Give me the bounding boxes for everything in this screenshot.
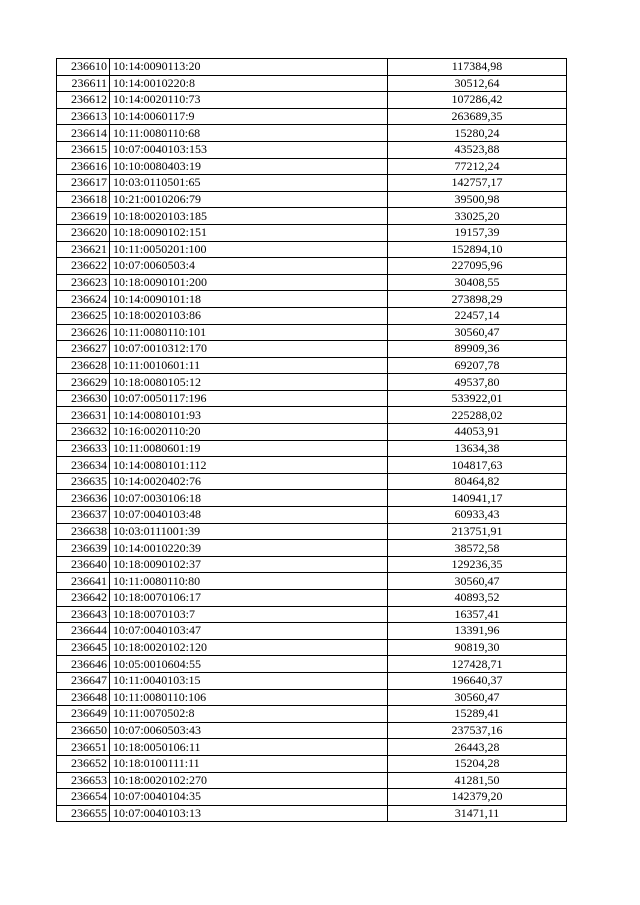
amount-cell: 15280,24 <box>388 125 567 142</box>
row-id-cell: 236639 <box>57 540 110 557</box>
cadastral-number-cell: 10:14:0020402:76 <box>110 473 388 490</box>
table-row <box>57 457 567 474</box>
row-id-cell: 236641 <box>57 573 110 590</box>
amount-cell: 127428,71 <box>388 656 567 673</box>
table-row <box>57 191 567 208</box>
cadastral-number-cell: 10:11:0080601:19 <box>110 440 388 457</box>
row-id-cell: 236631 <box>57 407 110 424</box>
row-id-cell: 236652 <box>57 755 110 772</box>
amount-cell: 142379,20 <box>388 789 567 806</box>
table-row <box>57 341 567 358</box>
amount-cell: 107286,42 <box>388 92 567 109</box>
row-id-cell: 236645 <box>57 639 110 656</box>
row-id-cell: 236636 <box>57 490 110 507</box>
row-id-cell: 236611 <box>57 75 110 92</box>
row-id-cell: 236635 <box>57 473 110 490</box>
amount-cell: 237537,16 <box>388 722 567 739</box>
cadastral-number-cell: 10:07:0040103:47 <box>110 623 388 640</box>
row-id-cell: 236620 <box>57 224 110 241</box>
amount-cell: 196640,37 <box>388 672 567 689</box>
cadastral-number-cell: 10:18:0090102:151 <box>110 224 388 241</box>
table-row <box>57 224 567 241</box>
cadastral-number-cell: 10:07:0060503:4 <box>110 258 388 275</box>
cadastral-number-cell: 10:18:0090102:37 <box>110 556 388 573</box>
row-id-cell: 236613 <box>57 108 110 125</box>
table-row <box>57 789 567 806</box>
row-id-cell: 236612 <box>57 92 110 109</box>
row-id-cell: 236651 <box>57 739 110 756</box>
table-row <box>57 125 567 142</box>
row-id-cell: 236618 <box>57 191 110 208</box>
amount-cell: 19157,39 <box>388 224 567 241</box>
amount-cell: 225288,02 <box>388 407 567 424</box>
cadastral-number-cell: 10:16:0020110:20 <box>110 424 388 441</box>
amount-cell: 40893,52 <box>388 590 567 607</box>
row-id-cell: 236617 <box>57 175 110 192</box>
row-id-cell: 236630 <box>57 390 110 407</box>
row-id-cell: 236615 <box>57 141 110 158</box>
table-row <box>57 540 567 557</box>
amount-cell: 104817,63 <box>388 457 567 474</box>
table-row <box>57 141 567 158</box>
row-id-cell: 236643 <box>57 606 110 623</box>
amount-cell: 30408,55 <box>388 274 567 291</box>
amount-cell: 13634,38 <box>388 440 567 457</box>
amount-cell: 30560,47 <box>388 324 567 341</box>
cadastral-number-cell: 10:11:0040103:15 <box>110 672 388 689</box>
row-id-cell: 236622 <box>57 258 110 275</box>
cadastral-number-cell: 10:14:0020110:73 <box>110 92 388 109</box>
row-id-cell: 236628 <box>57 357 110 374</box>
table-row <box>57 656 567 673</box>
row-id-cell: 236642 <box>57 590 110 607</box>
row-id-cell: 236655 <box>57 805 110 822</box>
table-row <box>57 639 567 656</box>
cadastral-number-cell: 10:18:0020103:86 <box>110 307 388 324</box>
amount-cell: 15289,41 <box>388 706 567 723</box>
table-row <box>57 258 567 275</box>
table-row <box>57 175 567 192</box>
cadastral-number-cell: 10:21:0010206:79 <box>110 191 388 208</box>
table-row <box>57 208 567 225</box>
table-row <box>57 590 567 607</box>
row-id-cell: 236650 <box>57 722 110 739</box>
row-id-cell: 236627 <box>57 341 110 358</box>
cadastral-number-cell: 10:18:0020102:120 <box>110 639 388 656</box>
cadastral-number-cell: 10:11:0080110:101 <box>110 324 388 341</box>
cadastral-number-cell: 10:07:0040103:153 <box>110 141 388 158</box>
row-id-cell: 236654 <box>57 789 110 806</box>
table-row <box>57 722 567 739</box>
row-id-cell: 236648 <box>57 689 110 706</box>
document-page <box>56 58 566 822</box>
cadastral-number-cell: 10:14:0060117:9 <box>110 108 388 125</box>
data-table <box>56 58 567 822</box>
amount-cell: 142757,17 <box>388 175 567 192</box>
table-row <box>57 805 567 822</box>
cadastral-number-cell: 10:14:0010220:8 <box>110 75 388 92</box>
amount-cell: 38572,58 <box>388 540 567 557</box>
row-id-cell: 236629 <box>57 374 110 391</box>
table-row <box>57 623 567 640</box>
cadastral-number-cell: 10:14:0080101:112 <box>110 457 388 474</box>
row-id-cell: 236626 <box>57 324 110 341</box>
row-id-cell: 236644 <box>57 623 110 640</box>
cadastral-number-cell: 10:14:0090101:18 <box>110 291 388 308</box>
amount-cell: 129236,35 <box>388 556 567 573</box>
cadastral-number-cell: 10:03:0111001:39 <box>110 523 388 540</box>
cadastral-number-cell: 10:10:0080403:19 <box>110 158 388 175</box>
table-row <box>57 556 567 573</box>
amount-cell: 117384,98 <box>388 59 567 76</box>
cadastral-number-cell: 10:14:0090113:20 <box>110 59 388 76</box>
row-id-cell: 236610 <box>57 59 110 76</box>
table-row <box>57 291 567 308</box>
table-row <box>57 108 567 125</box>
table-row <box>57 158 567 175</box>
table-row <box>57 473 567 490</box>
table-row <box>57 706 567 723</box>
cadastral-number-cell: 10:11:0080110:106 <box>110 689 388 706</box>
cadastral-number-cell: 10:14:0080101:93 <box>110 407 388 424</box>
amount-cell: 140941,17 <box>388 490 567 507</box>
table-row <box>57 573 567 590</box>
amount-cell: 80464,82 <box>388 473 567 490</box>
table-row <box>57 390 567 407</box>
row-id-cell: 236646 <box>57 656 110 673</box>
table-row <box>57 374 567 391</box>
table-row <box>57 672 567 689</box>
amount-cell: 89909,36 <box>388 341 567 358</box>
row-id-cell: 236653 <box>57 772 110 789</box>
table-row <box>57 772 567 789</box>
cadastral-number-cell: 10:18:0100111:11 <box>110 755 388 772</box>
cadastral-number-cell: 10:18:0080105:12 <box>110 374 388 391</box>
table-row <box>57 75 567 92</box>
row-id-cell: 236649 <box>57 706 110 723</box>
amount-cell: 49537,80 <box>388 374 567 391</box>
amount-cell: 69207,78 <box>388 357 567 374</box>
row-id-cell: 236640 <box>57 556 110 573</box>
cadastral-number-cell: 10:18:0020102:270 <box>110 772 388 789</box>
cadastral-number-cell: 10:07:0050117:196 <box>110 390 388 407</box>
cadastral-number-cell: 10:05:0010604:55 <box>110 656 388 673</box>
amount-cell: 44053,91 <box>388 424 567 441</box>
row-id-cell: 236632 <box>57 424 110 441</box>
cadastral-number-cell: 10:07:0040103:48 <box>110 507 388 524</box>
table-row <box>57 241 567 258</box>
amount-cell: 39500,98 <box>388 191 567 208</box>
amount-cell: 30560,47 <box>388 689 567 706</box>
amount-cell: 263689,35 <box>388 108 567 125</box>
amount-cell: 152894,10 <box>388 241 567 258</box>
cadastral-number-cell: 10:07:0030106:18 <box>110 490 388 507</box>
cadastral-number-cell: 10:18:0020103:185 <box>110 208 388 225</box>
amount-cell: 30512,64 <box>388 75 567 92</box>
amount-cell: 22457,14 <box>388 307 567 324</box>
amount-cell: 15204,28 <box>388 755 567 772</box>
table-row <box>57 357 567 374</box>
row-id-cell: 236614 <box>57 125 110 142</box>
table-row <box>57 92 567 109</box>
table-body <box>57 59 567 822</box>
cadastral-number-cell: 10:18:0070106:17 <box>110 590 388 607</box>
table-row <box>57 407 567 424</box>
cadastral-number-cell: 10:07:0060503:43 <box>110 722 388 739</box>
row-id-cell: 236647 <box>57 672 110 689</box>
row-id-cell: 236633 <box>57 440 110 457</box>
amount-cell: 16357,41 <box>388 606 567 623</box>
amount-cell: 533922,01 <box>388 390 567 407</box>
cadastral-number-cell: 10:11:0080110:68 <box>110 125 388 142</box>
table-row <box>57 424 567 441</box>
table-row <box>57 755 567 772</box>
amount-cell: 227095,96 <box>388 258 567 275</box>
row-id-cell: 236619 <box>57 208 110 225</box>
amount-cell: 77212,24 <box>388 158 567 175</box>
cadastral-number-cell: 10:07:0040103:13 <box>110 805 388 822</box>
table-row <box>57 307 567 324</box>
cadastral-number-cell: 10:18:0050106:11 <box>110 739 388 756</box>
cadastral-number-cell: 10:11:0010601:11 <box>110 357 388 374</box>
row-id-cell: 236616 <box>57 158 110 175</box>
amount-cell: 30560,47 <box>388 573 567 590</box>
amount-cell: 213751,91 <box>388 523 567 540</box>
row-id-cell: 236634 <box>57 457 110 474</box>
cadastral-number-cell: 10:11:0050201:100 <box>110 241 388 258</box>
row-id-cell: 236621 <box>57 241 110 258</box>
table-row <box>57 689 567 706</box>
row-id-cell: 236624 <box>57 291 110 308</box>
cadastral-number-cell: 10:03:0110501:65 <box>110 175 388 192</box>
cadastral-number-cell: 10:11:0080110:80 <box>110 573 388 590</box>
table-row <box>57 606 567 623</box>
row-id-cell: 236637 <box>57 507 110 524</box>
amount-cell: 90819,30 <box>388 639 567 656</box>
table-row <box>57 523 567 540</box>
row-id-cell: 236638 <box>57 523 110 540</box>
cadastral-number-cell: 10:07:0010312:170 <box>110 341 388 358</box>
amount-cell: 273898,29 <box>388 291 567 308</box>
amount-cell: 33025,20 <box>388 208 567 225</box>
amount-cell: 60933,43 <box>388 507 567 524</box>
cadastral-number-cell: 10:14:0010220:39 <box>110 540 388 557</box>
table-row <box>57 739 567 756</box>
table-row <box>57 59 567 76</box>
amount-cell: 43523,88 <box>388 141 567 158</box>
cadastral-number-cell: 10:07:0040104:35 <box>110 789 388 806</box>
row-id-cell: 236623 <box>57 274 110 291</box>
table-row <box>57 490 567 507</box>
row-id-cell: 236625 <box>57 307 110 324</box>
cadastral-number-cell: 10:18:0070103:7 <box>110 606 388 623</box>
amount-cell: 26443,28 <box>388 739 567 756</box>
cadastral-number-cell: 10:11:0070502:8 <box>110 706 388 723</box>
amount-cell: 31471,11 <box>388 805 567 822</box>
amount-cell: 13391,96 <box>388 623 567 640</box>
table-row <box>57 507 567 524</box>
table-row <box>57 324 567 341</box>
table-row <box>57 274 567 291</box>
cadastral-number-cell: 10:18:0090101:200 <box>110 274 388 291</box>
table-row <box>57 440 567 457</box>
amount-cell: 41281,50 <box>388 772 567 789</box>
